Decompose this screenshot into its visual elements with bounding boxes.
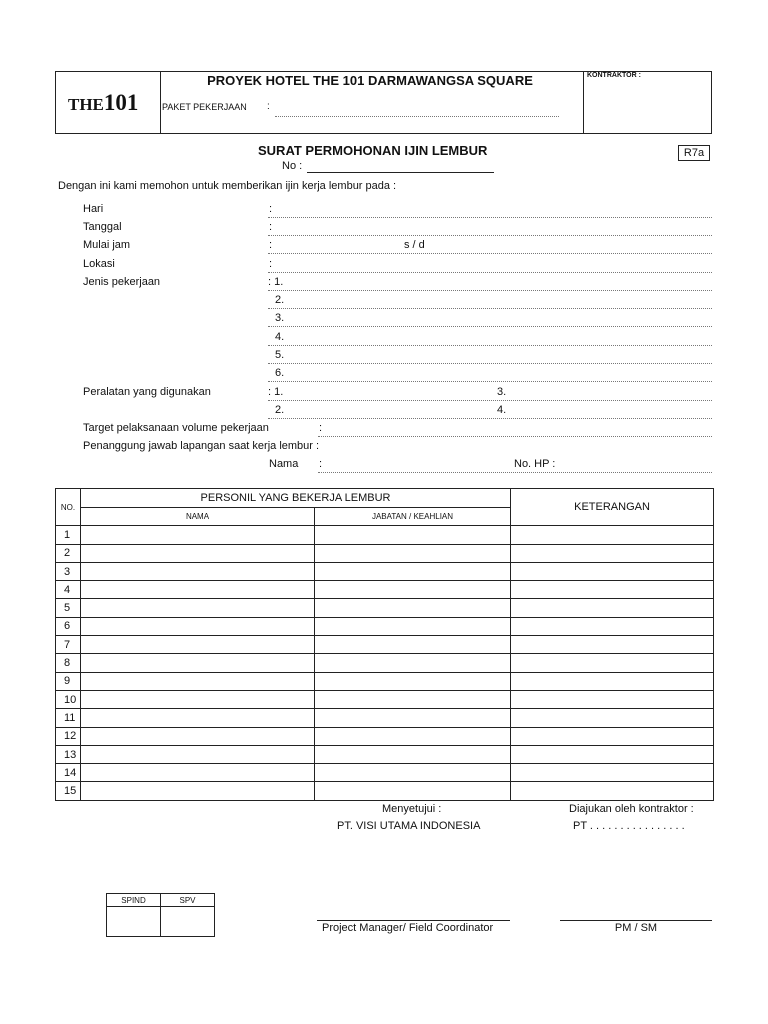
jabatan-cell[interactable] xyxy=(315,709,511,727)
jabatan-cell[interactable] xyxy=(315,599,511,617)
keterangan-cell[interactable] xyxy=(511,526,714,544)
colon: : xyxy=(319,422,323,434)
row-number: 6 xyxy=(56,617,81,635)
jabatan-cell[interactable] xyxy=(315,782,511,800)
jenis-item-3: 3. xyxy=(275,312,285,324)
table-row xyxy=(56,709,714,727)
keterangan-cell[interactable] xyxy=(511,617,714,635)
jenis-item-5: 5. xyxy=(275,349,285,361)
field-lokasi-line[interactable] xyxy=(268,272,712,273)
jenis-line-2[interactable] xyxy=(268,308,712,309)
keterangan-cell[interactable] xyxy=(511,562,714,580)
paket-input-line[interactable] xyxy=(275,116,559,117)
table-row xyxy=(56,727,714,745)
nama-cell[interactable] xyxy=(81,654,315,672)
nama-cell[interactable] xyxy=(81,617,315,635)
keterangan-cell[interactable] xyxy=(511,782,714,800)
table-row xyxy=(56,581,714,599)
field-hari-label: Hari xyxy=(83,203,104,215)
keterangan-cell[interactable] xyxy=(511,654,714,672)
header-divider xyxy=(583,72,584,133)
keterangan-cell[interactable] xyxy=(511,544,714,562)
row-number: 2 xyxy=(56,544,81,562)
jabatan-cell[interactable] xyxy=(315,562,511,580)
nama-cell[interactable] xyxy=(81,782,315,800)
row-number: 15 xyxy=(56,782,81,800)
field-mulai-jam-line[interactable] xyxy=(268,253,712,254)
field-penanggung-label: Penanggung jawab lapangan saat kerja lembur : xyxy=(83,440,320,452)
table-row xyxy=(56,599,714,617)
table-row xyxy=(56,782,714,800)
no-input-line[interactable] xyxy=(307,172,494,173)
table-row xyxy=(56,745,714,763)
no-label: No : xyxy=(282,160,303,172)
field-target-line[interactable] xyxy=(318,436,712,437)
row-number: 10 xyxy=(56,690,81,708)
jenis-item-4: 4. xyxy=(275,331,285,343)
spv-header: SPV xyxy=(161,894,215,907)
jenis-item-2: 2. xyxy=(275,294,285,306)
project-title: PROYEK HOTEL THE 101 DARMAWANGSA SQUARE xyxy=(207,73,533,88)
contractor-signature-line[interactable] xyxy=(560,920,712,921)
keterangan-cell[interactable] xyxy=(511,727,714,745)
nama-cell[interactable] xyxy=(81,672,315,690)
field-nama-line[interactable] xyxy=(318,472,712,473)
paket-label: PAKET PEKERJAAN xyxy=(162,102,247,112)
nama-cell[interactable] xyxy=(81,599,315,617)
nama-column-header: NAMA xyxy=(81,508,315,526)
colon: : xyxy=(269,221,273,233)
pm-signature-line[interactable] xyxy=(317,920,510,921)
row-number: 3 xyxy=(56,562,81,580)
row-number: 5 xyxy=(56,599,81,617)
jenis-line-1[interactable] xyxy=(268,290,712,291)
keterangan-cell[interactable] xyxy=(511,599,714,617)
jabatan-cell[interactable] xyxy=(315,690,511,708)
field-tanggal-line[interactable] xyxy=(268,235,712,236)
spind-spv-box xyxy=(106,893,215,937)
nama-cell[interactable] xyxy=(81,562,315,580)
pm-fc-label: Project Manager/ Field Coordinator xyxy=(322,922,494,934)
keterangan-cell[interactable] xyxy=(511,581,714,599)
nama-cell[interactable] xyxy=(81,690,315,708)
field-mulai-jam-label: Mulai jam xyxy=(83,239,131,251)
row-number: 11 xyxy=(56,709,81,727)
jenis-line-4[interactable] xyxy=(268,345,712,346)
jabatan-cell[interactable] xyxy=(315,654,511,672)
personil-group-header: PERSONIL YANG BEKERJA LEMBUR xyxy=(81,489,511,508)
intro-text: Dengan ini kami memohon untuk memberikan ijin kerja lembur pada : xyxy=(58,180,397,192)
peralatan-item-3: 3. xyxy=(497,386,507,398)
jabatan-cell[interactable] xyxy=(315,617,511,635)
table-row xyxy=(56,617,714,635)
field-nama-label: Nama xyxy=(269,458,299,470)
jabatan-cell[interactable] xyxy=(315,581,511,599)
table-row xyxy=(56,544,714,562)
sd-label: s / d xyxy=(404,239,425,251)
row-number: 13 xyxy=(56,745,81,763)
field-tanggal-label: Tanggal xyxy=(83,221,122,233)
jabatan-cell[interactable] xyxy=(315,764,511,782)
peralatan-item-1: : 1. xyxy=(268,386,284,398)
table-row xyxy=(56,764,714,782)
nama-cell[interactable] xyxy=(81,581,315,599)
spind-header: SPIND xyxy=(107,894,161,907)
row-number: 1 xyxy=(56,526,81,544)
field-peralatan-label: Peralatan yang digunakan xyxy=(83,386,211,398)
keterangan-cell[interactable] xyxy=(511,690,714,708)
jenis-item-1: : 1. xyxy=(268,276,284,288)
keterangan-cell[interactable] xyxy=(511,709,714,727)
diajukan-label: Diajukan oleh kontraktor : xyxy=(569,803,694,815)
spind-signature-cell[interactable] xyxy=(107,907,161,937)
table-row xyxy=(56,672,714,690)
colon: : xyxy=(269,203,273,215)
jabatan-column-header: JABATAN / KEAHLIAN xyxy=(315,508,511,526)
jenis-item-6: 6. xyxy=(275,367,285,379)
personnel-table xyxy=(55,488,714,801)
peralatan-item-4: 4. xyxy=(497,404,507,416)
row-number: 14 xyxy=(56,764,81,782)
row-number: 9 xyxy=(56,672,81,690)
jabatan-cell[interactable] xyxy=(315,672,511,690)
table-row xyxy=(56,654,714,672)
colon: : xyxy=(269,258,273,270)
jenis-line-6[interactable] xyxy=(268,381,712,382)
colon: : xyxy=(269,239,273,251)
peralatan-line-2[interactable] xyxy=(268,418,712,419)
field-target-label: Target pelaksanaan volume pekerjaan xyxy=(83,422,269,434)
field-lokasi-label: Lokasi xyxy=(83,258,115,270)
keterangan-cell[interactable] xyxy=(511,745,714,763)
nama-cell[interactable] xyxy=(81,709,315,727)
keterangan-cell[interactable] xyxy=(511,672,714,690)
no-column-header: NO. xyxy=(56,489,81,526)
jenis-line-3[interactable] xyxy=(268,326,712,327)
nama-cell[interactable] xyxy=(81,764,315,782)
jenis-line-5[interactable] xyxy=(268,363,712,364)
jabatan-cell[interactable] xyxy=(315,636,511,654)
contractor-pt-field[interactable]: PT . . . . . . . . . . . . . . . . xyxy=(573,820,685,832)
row-number: 8 xyxy=(56,654,81,672)
form-title: SURAT PERMOHONAN IJIN LEMBUR xyxy=(258,143,488,158)
jabatan-cell[interactable] xyxy=(315,526,511,544)
keterangan-cell[interactable] xyxy=(511,764,714,782)
form-code-badge: R7a xyxy=(678,145,710,161)
spv-signature-cell[interactable] xyxy=(161,907,215,937)
table-row xyxy=(56,562,714,580)
keterangan-cell[interactable] xyxy=(511,636,714,654)
keterangan-column-header: KETERANGAN xyxy=(511,489,714,526)
nama-cell[interactable] xyxy=(81,544,315,562)
peralatan-item-2: 2. xyxy=(275,404,285,416)
kontraktor-label: KONTRAKTOR : xyxy=(587,72,641,79)
logo-text-101: 101 xyxy=(103,90,139,115)
jabatan-cell[interactable] xyxy=(315,544,511,562)
table-row xyxy=(56,636,714,654)
pm-sm-label: PM / SM xyxy=(614,922,658,934)
paket-colon: : xyxy=(267,101,270,112)
colon: : xyxy=(319,458,323,470)
row-number: 12 xyxy=(56,727,81,745)
hotel-logo xyxy=(68,90,138,116)
logo-text-the: THE xyxy=(68,95,104,114)
jabatan-cell[interactable] xyxy=(315,727,511,745)
field-nohp-label: No. HP : xyxy=(514,458,556,470)
nama-cell[interactable] xyxy=(81,745,315,763)
nama-cell[interactable] xyxy=(81,526,315,544)
jabatan-cell[interactable] xyxy=(315,745,511,763)
nama-cell[interactable] xyxy=(81,727,315,745)
row-number: 4 xyxy=(56,581,81,599)
peralatan-line-1[interactable] xyxy=(268,400,712,401)
company-name: PT. VISI UTAMA INDONESIA xyxy=(337,820,481,832)
row-number: 7 xyxy=(56,636,81,654)
table-row xyxy=(56,526,714,544)
field-hari-line[interactable] xyxy=(268,217,712,218)
logo-cell xyxy=(56,72,161,133)
nama-cell[interactable] xyxy=(81,636,315,654)
menyetujui-label: Menyetujui : xyxy=(382,803,442,815)
field-jenis-label: Jenis pekerjaan xyxy=(83,276,161,288)
table-row xyxy=(56,690,714,708)
